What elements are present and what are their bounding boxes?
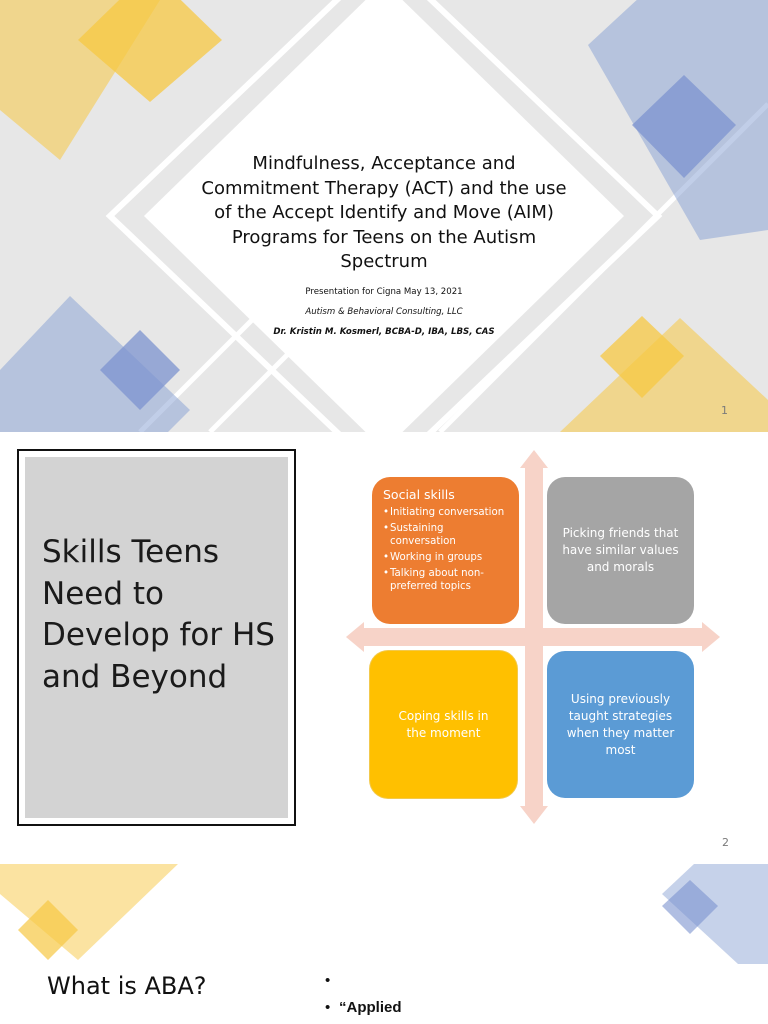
- friends-text: Picking friends that have similar values and morals: [562, 526, 679, 574]
- organization-line: Autism & Behavioral Consulting, LLC: [305, 307, 463, 317]
- social-skills-heading: Social skills: [383, 487, 455, 502]
- strategies-text: Using previously taught strategies when they matter most: [566, 691, 675, 757]
- list-item: • Talking about non-preferred topics: [383, 567, 511, 593]
- list-item: • Sustaining conversation: [383, 522, 511, 548]
- friends-box: [547, 477, 694, 624]
- bullet-item: •: [325, 972, 331, 989]
- slide-3: [0, 864, 768, 1024]
- slide-3-title: What is ABA?: [47, 972, 207, 1000]
- coping-text: Coping skills in the moment: [398, 708, 489, 740]
- list-item: • Initiating conversation: [383, 506, 511, 519]
- title-line: and Beyond: [42, 658, 228, 695]
- slide-2: [0, 432, 768, 864]
- presentation-line: Presentation for Cigna May 13, 2021: [305, 287, 463, 297]
- slide-1: [0, 0, 768, 432]
- list-item: • Working in groups: [383, 551, 511, 564]
- page-number: 1: [721, 404, 728, 417]
- social-skills-box: [372, 477, 519, 624]
- title-line: Skills Teens: [42, 534, 220, 570]
- coping-box: [370, 651, 517, 798]
- yellow-shape-tl: [0, 864, 178, 960]
- page-number: 2: [722, 836, 729, 849]
- author-line: Dr. Kristin M. Kosmerl, BCBA-D, IBA, LBS, CAS: [273, 327, 495, 337]
- title-line: Develop for HS: [42, 617, 275, 653]
- social-skills-list: [383, 506, 511, 593]
- bullet-item: • “Applied: [325, 999, 402, 1016]
- slide-1-title: Mindfulness, Acceptance and Commitment Therapy (ACT) and the use of the Accept Identify and Move (AIM) Programs for Teens on the Autism Spectrum: [201, 153, 567, 272]
- title-line: Need to: [42, 575, 164, 612]
- strategies-box: [547, 651, 694, 798]
- bullet-text: “Applied: [339, 999, 402, 1016]
